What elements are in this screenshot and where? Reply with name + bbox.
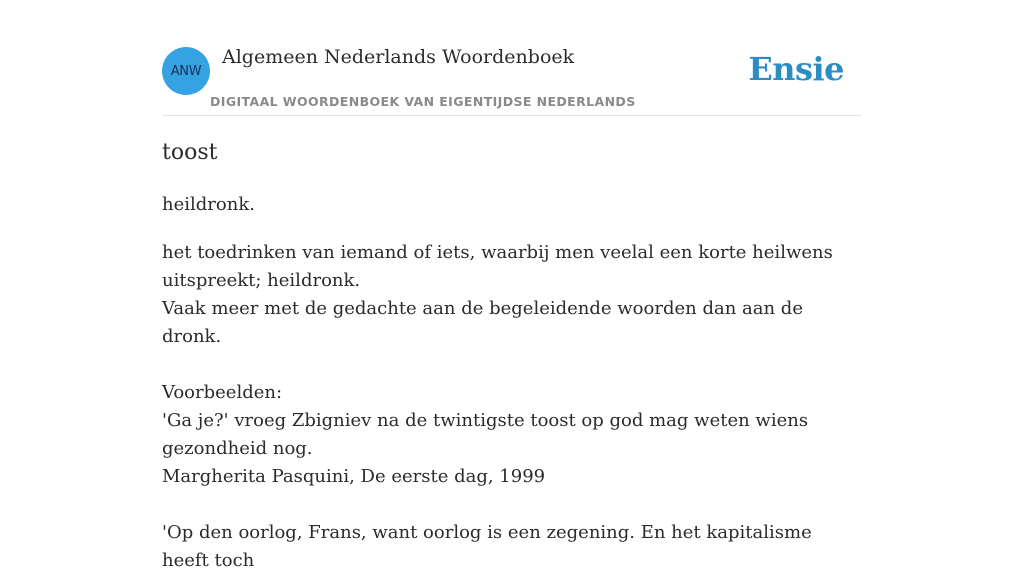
logo-text: ANW [170, 63, 202, 79]
site-title[interactable]: Algemeen Nederlands Woordenboek [222, 46, 575, 68]
ensie-brand-logo[interactable]: Ensie [748, 50, 844, 88]
content [162, 0, 862, 571]
examples-label: Voorbeelden: [162, 382, 283, 403]
short-definition: heildronk. [162, 194, 255, 215]
site-subtitle: DIGITAAL WOORDENBOEK VAN EIGENTIJDSE NEDERLANDS [210, 94, 636, 109]
entry-word: toost [162, 140, 218, 165]
spacer [162, 491, 862, 519]
spacer [162, 351, 862, 379]
full-definition [162, 239, 862, 575]
site-header [162, 0, 862, 116]
definition-note: Vaak meer met de gedachte aan de begeleidende woorden dan aan de dronk. [162, 298, 803, 347]
example-quote: 'Ga je?' vroeg Zbigniev na de twintigste toost op god mag weten wiens gezondheid nog. [162, 410, 809, 459]
example-source: Margherita Pasquini, De eerste dag, 1999 [162, 466, 546, 487]
example-quote: 'Op den oorlog, Frans, want oorlog is een zegening. En het kapitalisme heeft toch [162, 522, 812, 571]
anw-logo[interactable] [162, 47, 210, 95]
definition-text: het toedrinken van iemand of iets, waarbij men veelal een korte heilwens uitspreekt; heildronk. [162, 242, 833, 291]
